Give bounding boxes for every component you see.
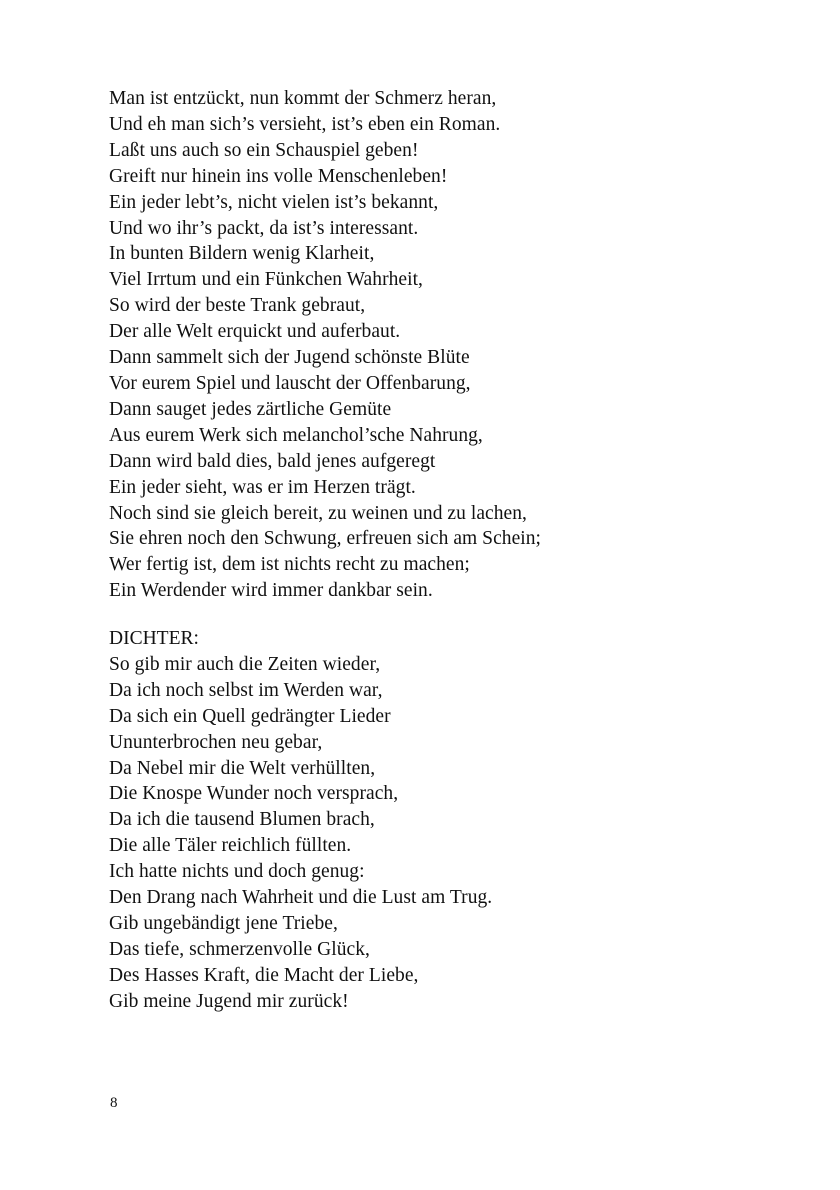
verse-line: Aus eurem Werk sich melanchol’sche Nahrung, [109,424,483,446]
stanza-director-speech [109,86,541,604]
verse-line: Das tiefe, schmerzenvolle Glück, [109,938,370,960]
verse-line: Wer fertig ist, dem ist nichts recht zu machen; [109,554,470,576]
verse-line: Greift nur hinein ins volle Menschenleben! [109,165,448,187]
verse-line: So wird der beste Trank gebraut, [109,295,366,317]
verse-line: Der alle Welt erquickt und auferbaut. [109,321,401,343]
verse-line: Noch sind sie gleich bereit, zu weinen und zu lachen, [109,502,527,524]
speaker-label: DICHTER: [109,628,199,649]
verse-line: Da sich ein Quell gedrängter Lieder [109,705,391,727]
verse-line: So gib mir auch die Zeiten wieder, [109,653,381,675]
verse-line: Da ich noch selbst im Werden war, [109,679,383,701]
verse-line: Den Drang nach Wahrheit und die Lust am Trug. [109,887,493,909]
verse-line: Und eh man sich’s versieht, ist’s eben ein Roman. [109,113,501,135]
verse-line: Ich hatte nichts und doch genug: [109,861,365,883]
verse-line: Sie ehren noch den Schwung, erfreuen sich am Schein; [109,528,542,550]
verse-line: Die alle Täler reichlich füllten. [109,835,352,857]
verse-line: Ununterbrochen neu gebar, [109,731,323,753]
verse-line: Da ich die tausend Blumen brach, [109,809,375,831]
verse-line: Man ist entzückt, nun kommt der Schmerz heran, [109,88,497,109]
verse-line: Viel Irrtum und ein Fünkchen Wahrheit, [109,269,423,291]
stanza-poet-speech [109,626,492,1015]
verse-line: Dann sammelt sich der Jugend schönste Blüte [109,347,470,369]
verse-line: In bunten Bildern wenig Klarheit, [109,243,375,265]
verse-line: Laßt uns auch so ein Schauspiel geben! [109,139,419,161]
verse-line: Die Knospe Wunder noch versprach, [109,783,399,805]
verse-line: Ein jeder lebt’s, nicht vielen ist’s bekannt, [109,191,439,213]
verse-line: Ein Werdender wird immer dankbar sein. [109,580,433,602]
page-number: 8 [110,1095,118,1111]
verse-line: Dann wird bald dies, bald jenes aufgeregt [109,450,436,472]
verse-line: Und wo ihr’s packt, da ist’s interessant. [109,217,419,239]
verse-line: Gib ungebändigt jene Triebe, [109,912,338,934]
verse-line: Ein jeder sieht, was er im Herzen trägt. [109,476,416,498]
verse-line: Da Nebel mir die Welt verhüllten, [109,757,376,779]
verse-line: Dann sauget jedes zärtliche Gemüte [109,398,392,420]
verse-line: Gib meine Jugend mir zurück! [109,990,349,1012]
verse-line: Vor eurem Spiel und lauscht der Offenbarung, [109,372,471,394]
verse-line: Des Hasses Kraft, die Macht der Liebe, [109,964,419,986]
